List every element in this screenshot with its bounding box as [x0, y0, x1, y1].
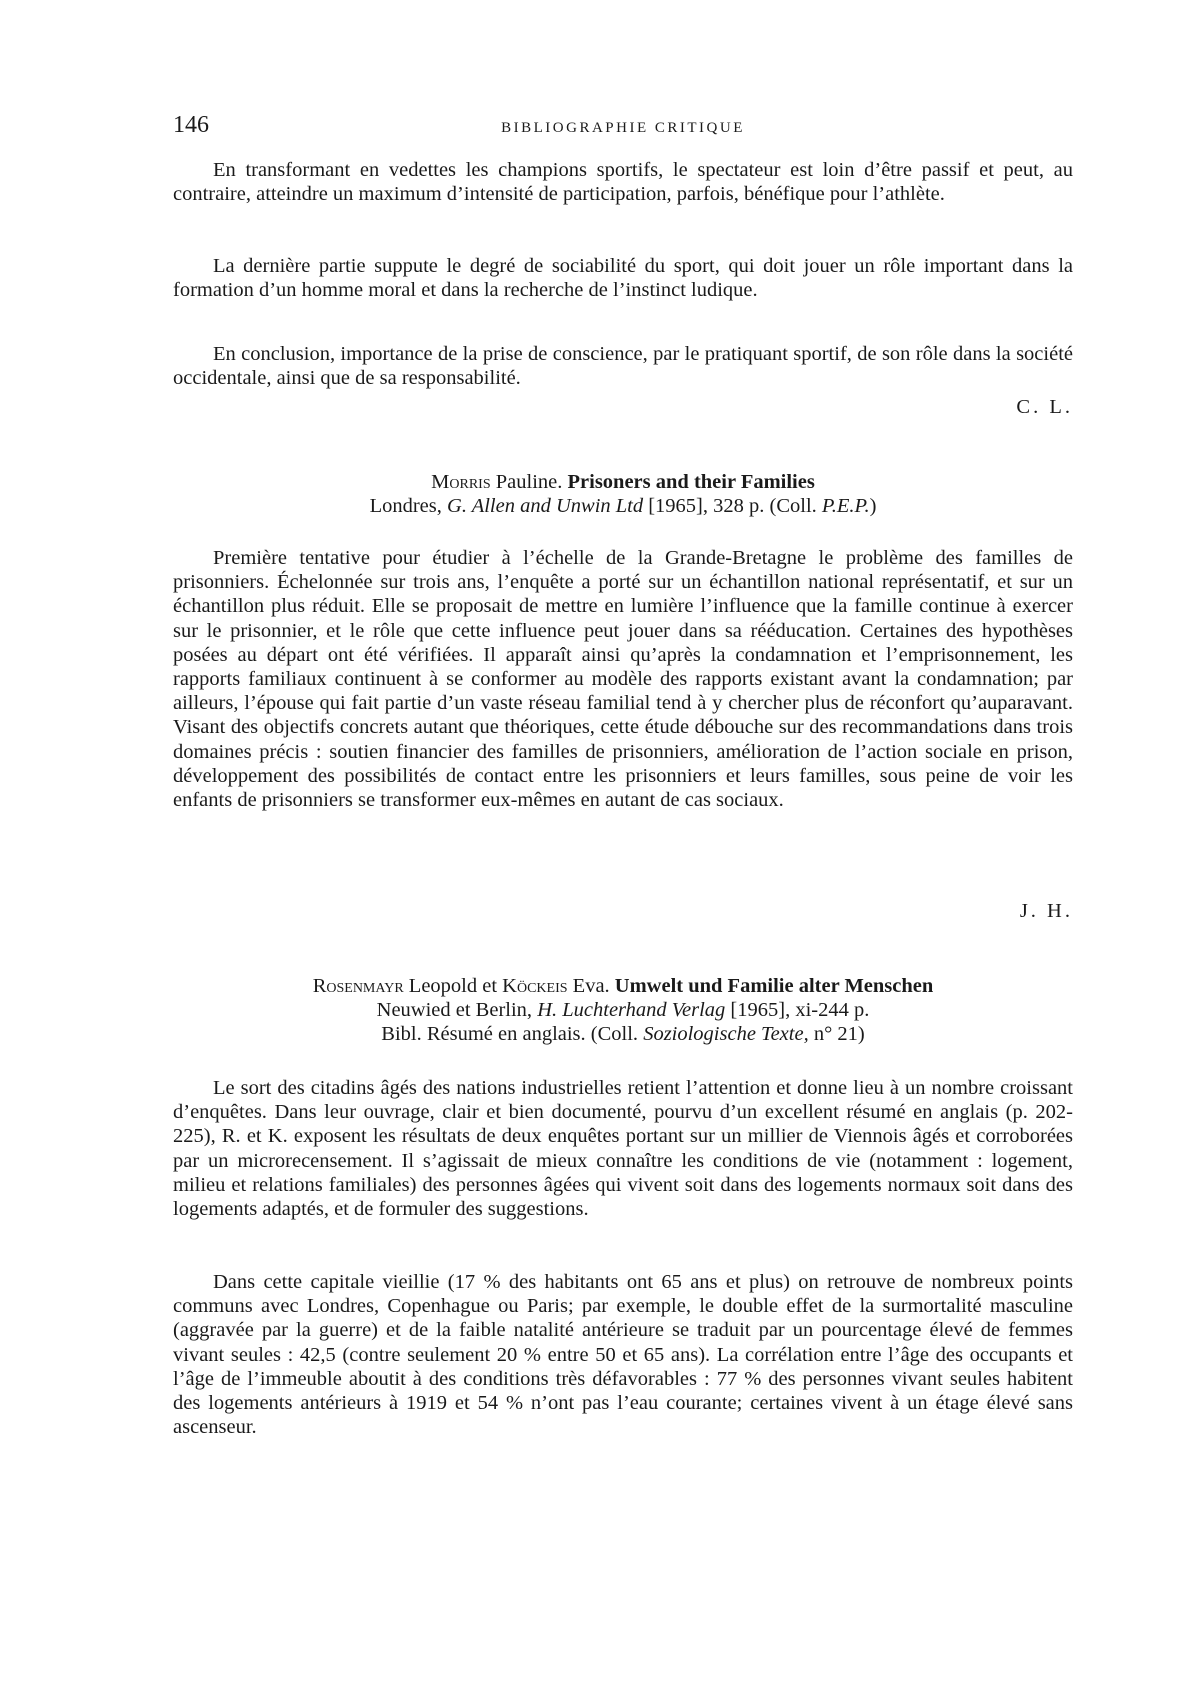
review2-author-first: Pauline. — [495, 471, 563, 493]
review3-citation-line-2 — [173, 998, 1073, 1022]
review1-paragraph-3: En conclusion, importance de la prise de conscience, par le pratiquant sportif, de son rôle dans la société occidentale, ainsi que de sa responsabilité. — [173, 343, 1073, 390]
review1-signature: C. L. — [1016, 396, 1073, 418]
review2-pub-city: Londres, — [369, 495, 442, 518]
review3-collection-number: n° 21) — [813, 1023, 865, 1046]
review1-paragraph-2: La dernière partie suppute le degré de sociabilité du sport, qui doit jouer un rôle important dans la formation d’un homme moral et dans la recherche de l’instinct ludique. — [173, 255, 1073, 302]
review2-citation-line-1 — [173, 470, 1073, 494]
review2-collection: P.E.P. — [821, 495, 870, 518]
review2-author-surname: Morris — [431, 471, 491, 493]
review3-author1-surname: Rosenmayr — [312, 975, 404, 997]
review3-bibl-note: Bibl. Résumé en anglais. (Coll. — [381, 1023, 639, 1046]
review3-paragraph-1: Le sort des citadins âgés des nations industrielles retient l’attention et donne lieu à un nombre croissant d’enquêtes. Dans leur ouvrage, clair et bien documenté, pourvu d’un excellent résumé en anglais (p. 202-225), R. et K. exposent les résultats de deux enquêtes portant sur un millier de Viennois âgés et corroborées par un microrecensement. Il s’agissait de mieux connaître les conditions de vie (notamment : logement, milieu et relations familiales) des personnes âgées qui vivent soit dans des logements normaux soit dans des logements adaptés, et de formuler des suggestions. — [173, 1077, 1073, 1221]
review2-publisher: G. Allen and Unwin Ltd — [447, 495, 644, 518]
review3-author1-first: Leopold et — [408, 975, 498, 997]
running-header-title: BIBLIOGRAPHIE CRITIQUE — [501, 120, 745, 136]
running-header — [173, 112, 1073, 144]
review3-heading — [173, 974, 1073, 1047]
review2-heading — [173, 470, 1073, 518]
review3-publisher: H. Luchterhand Verlag — [537, 999, 726, 1022]
review3-citation-line-1 — [173, 974, 1073, 998]
review3-author2-first: Eva. — [572, 975, 610, 997]
review2-book-title: Prisoners and their Families — [567, 471, 815, 493]
review3-collection: Soziologische Texte, — [643, 1023, 809, 1046]
review1-paragraph-1: En transformant en vedettes les champions sportifs, le spectateur est loin d’être passif et peut, au contraire, atteindre un maximum d’intensité de participation, parfois, bénéfique pour l’athlète. — [173, 159, 1073, 206]
review2-citation-line-2 — [173, 494, 1073, 518]
review3-pub-city: Neuwied et Berlin, — [376, 999, 533, 1022]
page-number: 146 — [173, 112, 209, 138]
review3-pub-details: [1965], xi-244 p. — [730, 999, 870, 1022]
review3-citation-line-3 — [173, 1022, 1073, 1046]
review2-pub-details: [1965], 328 p. (Coll. — [648, 495, 817, 518]
review2-pub-close: ) — [869, 495, 877, 518]
review3-book-title: Umwelt und Familie alter Menschen — [614, 975, 934, 997]
review3-paragraph-2: Dans cette capitale vieillie (17 % des habitants ont 65 ans et plus) on retrouve de nombreux points communs avec Londres, Copenhague ou Paris; par exemple, le double effet de la surmortalité masculine (aggravée par la guerre) et de la faible natalité antérieure se traduit par un pourcentage élevé de femmes vivant seules : 42,5 (contre seulement 20 % entre 50 et 65 ans). La corrélation entre l’âge des occupants et l’âge de l’immeuble aboutit à des conditions très défavorables : 77 % des personnes vivant seules habitent des logements antérieurs à 1919 et 54 % n’ont pas l’eau courante; certaines vivent à un étage élevé sans ascenseur. — [173, 1271, 1073, 1439]
review2-signature: J. H. — [1019, 900, 1073, 922]
review2-paragraph: Première tentative pour étudier à l’échelle de la Grande-Bretagne le problème des familles de prisonniers. Échelonnée sur trois ans, l’enquête a porté sur un échantillon national représentatif, et sur un échantillon plus réduit. Elle se proposait de mettre en lumière l’influence que la famille continue à exercer sur le prisonnier, et le rôle que cette influence peut jouer dans sa rééducation. Certaines des hypothèses posées au départ ont été vérifiées. Il apparaît ainsi qu’après la condamnation et l’emprisonnement, les rapports familiaux continuent à se conformer au modèle des rapports existant avant la condamnation; par ailleurs, l’épouse qui fait partie d’un vaste réseau familial tend à y chercher plus de réconfort qu’auparavant. Visant des objectifs concrets autant que théoriques, cette étude débouche sur des recommandations dans trois domaines précis : soutien financier des familles de prisonniers, amélioration de l’action sociale en prison, développement des possibilités de contact entre les prisonniers et leurs familles, sous peine de voir les enfants de prisonniers se transformer eux-mêmes en autant de cas sociaux. — [173, 547, 1073, 812]
review3-author2-surname: Köckeis — [502, 975, 568, 997]
